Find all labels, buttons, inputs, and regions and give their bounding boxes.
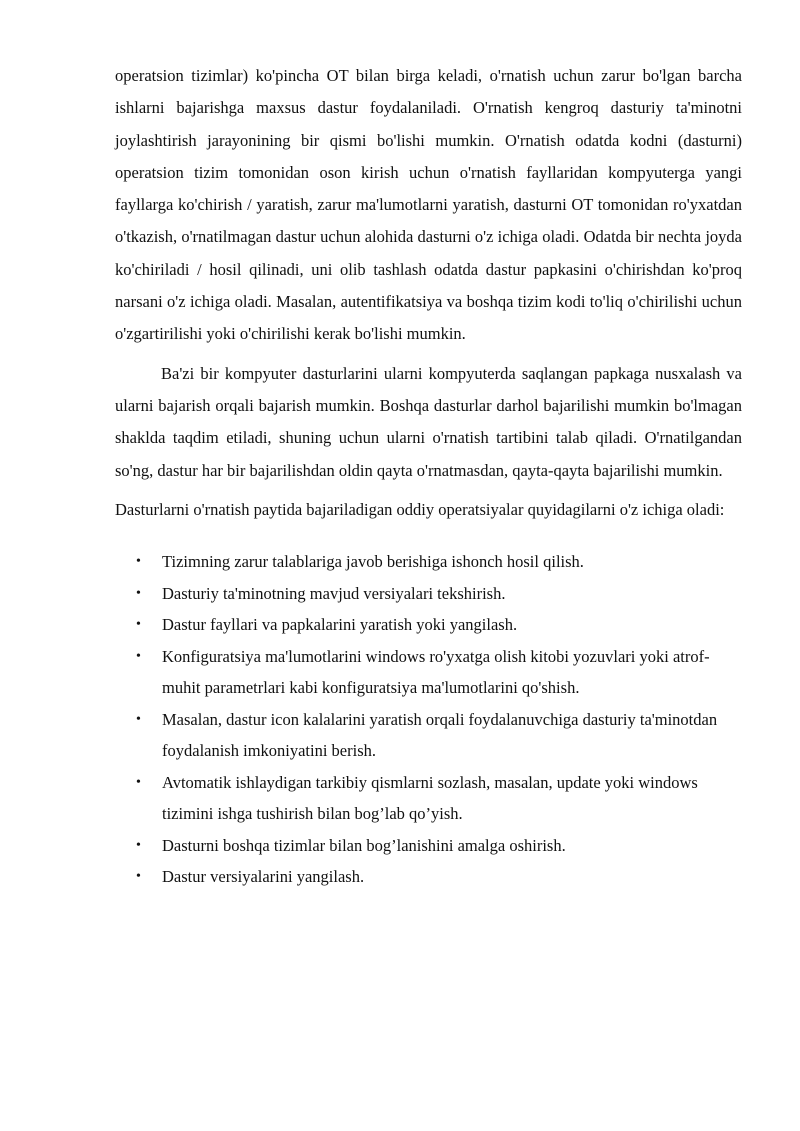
list-item xyxy=(115,546,742,578)
paragraph-operations-intro: Dasturlarni o'rnatish paytida bajariladigan oddiy operatsiyalar quyidagilarni o'z ichiga oladi: xyxy=(115,499,725,519)
bullet-icon: • xyxy=(136,711,141,727)
bullet-icon: • xyxy=(136,648,141,664)
list-item xyxy=(115,578,742,610)
bullet-icon: • xyxy=(136,869,141,885)
bullet-icon: • xyxy=(136,617,141,633)
list-item xyxy=(115,609,742,641)
list-item xyxy=(115,861,742,893)
list-item xyxy=(115,767,742,830)
paragraph-program-execution: Ba'zi bir kompyuter dasturlarini ularni kompyuterda saqlangan papkaga nusxalash va ularni bajarish orqali bajarish mumkin. Boshqa dasturlar darhol bajarilishi mumkin bo'lmagan shaklda taqdim etiladi, shuning uchun ularni o'rnatish tartibini talab qiladi. O'rnatilgandan so'ng, dastur har bir bajarilishdan oldin qayta o'rnatmasdan, qayta-qayta bajarilishi mumkin. xyxy=(115,363,742,480)
operations-list xyxy=(115,546,742,893)
list-item-text: Dasturni boshqa tizimlar bilan bog’lanishini amalga oshirish. xyxy=(162,835,566,855)
list-item xyxy=(115,830,742,862)
list-item xyxy=(115,704,742,767)
list-item-text: Avtomatik ishlaydigan tarkibiy qismlarni sozlash, masalan, update yoki windows tizimini ishga tushirish bilan bog’lab qo’yish. xyxy=(162,772,698,824)
bullet-icon: • xyxy=(136,774,141,790)
list-item-text: Dasturiy ta'minotning mavjud versiyalari tekshirish. xyxy=(162,583,506,603)
list-item xyxy=(115,641,742,704)
document-page xyxy=(115,60,742,893)
list-item-text: Dastur versiyalarini yangilash. xyxy=(162,867,365,887)
bullet-icon: • xyxy=(136,585,141,601)
list-item-text: Konfiguratsiya ma'lumotlarini windows ro'yxatga olish kitobi yozuvlari yoki atrof-muhit parametrlari kabi konfiguratsiya ma'lumotlarini qo'shish. xyxy=(162,646,710,698)
list-item-text: Masalan, dastur icon kalalarini yaratish orqali foydalanuvchiga dasturiy ta'minotdan foydalanish imkoniyatini berish. xyxy=(162,709,718,761)
paragraph-installation-overview: operatsion tizimlar) ko'pincha OT bilan birga keladi, o'rnatish uchun zarur bo'lgan barcha ishlarni bajarishga maxsus dastur foydalaniladi. O'rnatish kengroq dasturiy ta'minotni joylashtirish jarayonining bir qismi bo'lishi mumkin. O'rnatish odatda kodni (dasturni) operatsion tizim tomonidan oson kirish uchun o'rnatish fayllaridan kompyuterga yangi fayllarga ko'chirish / yaratish, zarur ma'lumotlarni yaratish, dasturni OT tomonidan ro'yxatdan o'tkazish, o'rnatilmagan dastur uchun alohida dasturni o'z ichiga oladi. Odatda bir nechta joyda ko'chiriladi / hosil qilinadi, uni olib tashlash odatda dastur papkasini o'chirishdan ko'proq narsani o'z ichiga oladi. Masalan, autentifikatsiya va boshqa tizim kodi to'liq o'chirilishi uchun o'zgartirilishi yoki o'chirilishi kerak bo'lishi mumkin. xyxy=(115,66,742,344)
list-item-text: Dastur fayllari va papkalarini yaratish yoki yangilash. xyxy=(162,615,518,635)
bullet-icon: • xyxy=(136,554,141,570)
bullet-icon: • xyxy=(136,837,141,853)
list-item-text: Tizimning zarur talablariga javob berishiga ishonch hosil qilish. xyxy=(162,552,584,572)
